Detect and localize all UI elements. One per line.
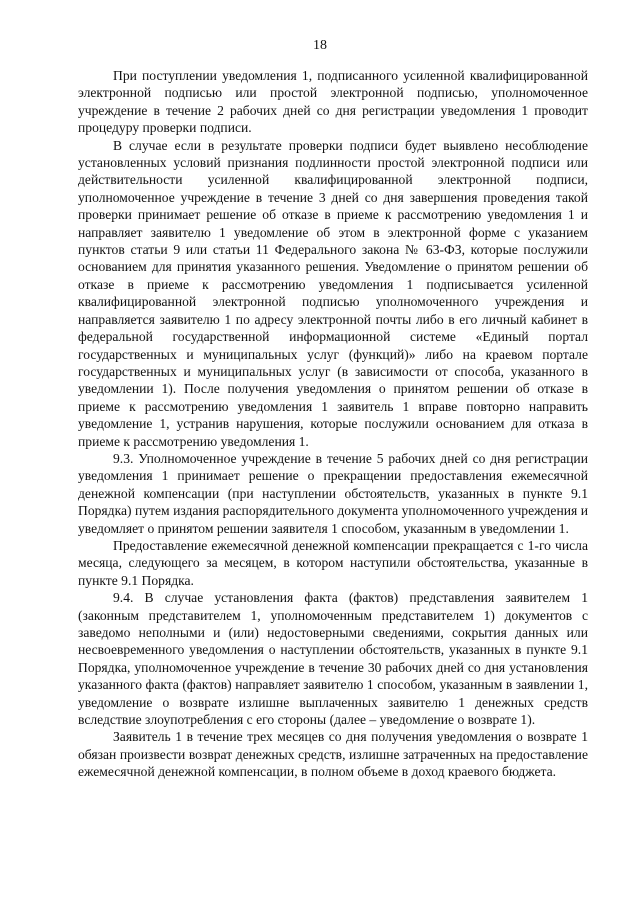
paragraph-9-4: 9.4. В случае установления факта (фактов) представления заявителем 1 (законным представителем 1, уполномоченным представителем 1) документов с заведомо неполными и (или) недостоверными сведениями, сокрытия данных или несвоевременного уведомления о наступлении обстоятельств, указанных в пункте 9.1 Порядка, уполномоченное учреждение в течение 30 рабочих дней со дня установления указанного факта (фактов) направляет заявителю 1 способом, указанным в заявлении 1, уведомление о возврате излишне выплаченных заявителю 1 денежных средств вследствие злоупотребления с его стороны (далее – уведомление о возврате 1). xyxy=(78,590,588,728)
paragraph-compensation-termination: Предоставление ежемесячной денежной компенсации прекращается с 1-го числа месяца, следующего за месяцем, в котором наступили обстоятельства, указанные в пункте 9.1 Порядка. xyxy=(78,537,588,588)
page-number: 18 xyxy=(313,38,327,53)
paragraph-signature-check: При поступлении уведомления 1, подписанного усиленной квалифицированной электронной подписью или простой электронной подписью, уполномоченное учреждение в течение 2 рабочих дней со дня регистрации уведомления 1 проводит процедуру проверки подписи. xyxy=(78,68,588,136)
paragraph-signature-refusal: В случае если в результате проверки подписи будет выявлено несоблюдение установленных условий признания подлинности простой электронной подписи или действительности усиленной квалифицированной электронной подписи, уполномоченное учреждение в течение 3 дней со дня завершения проведения такой проверки принимает решение об отказе в приеме к рассмотрению уведомления 1 и направляет заявителю 1 уведомление об этом в электронной форме с указанием пунктов статьи 9 или статьи 11 Федерального закона № 63-ФЗ, которые послужили основанием для принятия указанного решения. Уведомление о принятом решении об отказе в приеме к рассмотрению уведомления 1 подписывается усиленной квалифицированной электронной подписью уполномоченного учреждения и направляется заявителю 1 по адресу электронной почты либо в его личный кабинет в федеральной государственной информационной системе «Единый портал государственных и муниципальных услуг (функций)» либо на краевом портале государственных и муниципальных услуг (в зависимости от способа, указанного в уведомлении 1). После получения уведомления о принятом решении об отказе в приеме к рассмотрению уведомления 1 заявитель 1 вправе повторно направить уведомление 1, устранив нарушения, которые послужили основанием для отказа в приеме к рассмотрению уведомления 1. xyxy=(78,137,588,449)
document-body xyxy=(78,67,588,781)
paragraph-9-3: 9.3. Уполномоченное учреждение в течение 5 рабочих дней со дня регистрации уведомления 1 принимает решение о прекращении предоставления ежемесячной денежной компенсации (при наступлении обстоятельств, указанных в пункте 9.1 Порядка) путем издания распорядительного документа уполномоченного учреждения и уведомляет о принятом решении заявителя 1 способом, указанным в уведомлении 1. xyxy=(78,450,588,536)
paragraph-refund-obligation: Заявитель 1 в течение трех месяцев со дня получения уведомления о возврате 1 обязан произвести возврат денежных средств, излишне затраченных на предоставление ежемесячной денежной компенсации, в полном объеме в доход краевого бюджета. xyxy=(78,729,588,780)
